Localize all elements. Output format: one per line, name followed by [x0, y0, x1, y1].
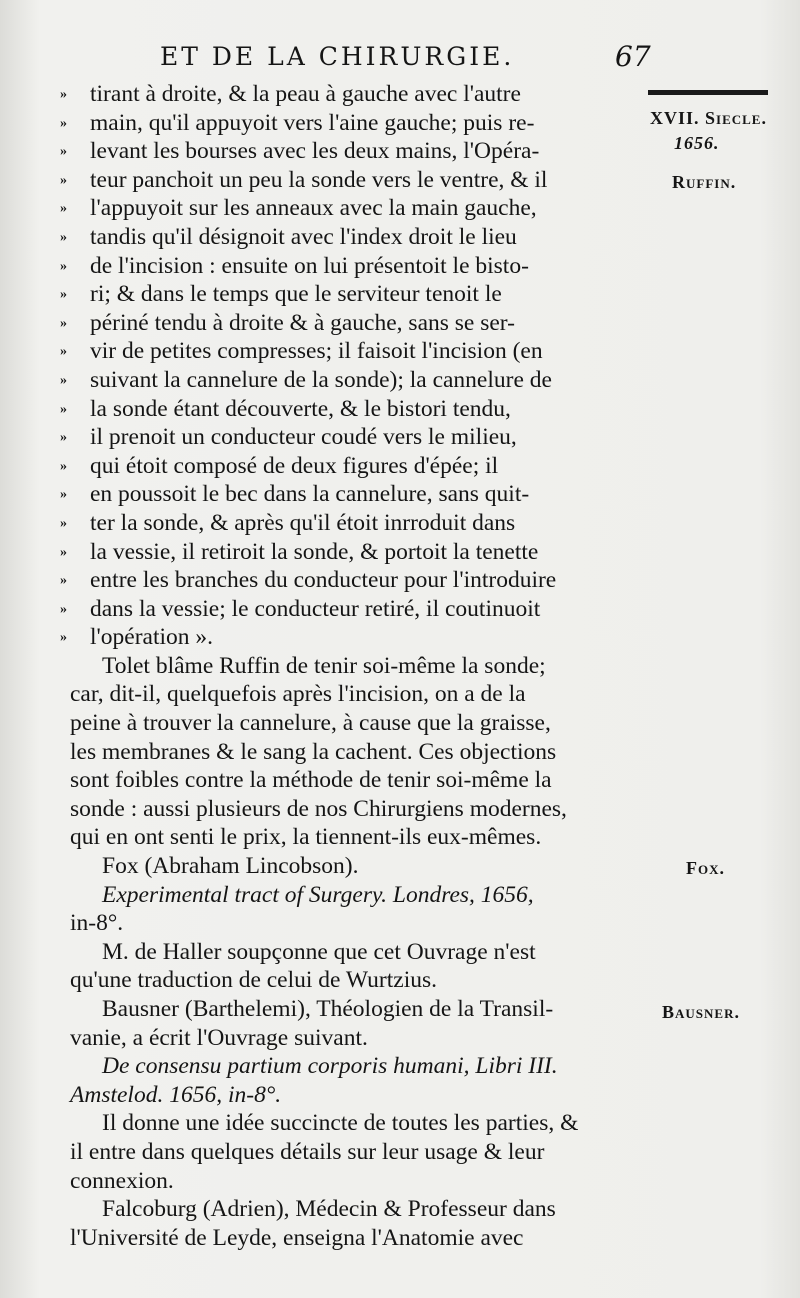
text-line	[60, 509, 660, 538]
line-text: vanie, a écrit l'Ouvrage suivant.	[70, 1024, 368, 1051]
quote-mark: »	[60, 487, 67, 503]
line-text: Falcoburg (Adrien), Médecin & Professeur dans	[102, 1196, 556, 1223]
text-line	[60, 252, 660, 281]
text-column	[60, 80, 660, 1252]
text-line	[60, 1224, 660, 1253]
quote-mark: »	[60, 229, 67, 245]
quote-mark: »	[60, 115, 67, 131]
text-line	[60, 823, 660, 852]
running-title: ET DE LA CHIRURGIE.	[160, 42, 515, 71]
text-line	[60, 452, 660, 481]
text-line	[60, 909, 660, 938]
text-line	[60, 766, 660, 795]
quote-mark: »	[60, 258, 67, 274]
paragraph-first-line	[60, 1195, 660, 1224]
page-number: 67	[615, 40, 651, 73]
quote-mark: »	[60, 573, 67, 589]
text-line	[60, 337, 660, 366]
quote-mark: »	[60, 344, 67, 360]
text-line	[60, 1138, 660, 1167]
margin-note-bausner: Bausner.	[662, 1002, 740, 1022]
text-line	[60, 109, 660, 138]
quote-mark: »	[60, 544, 67, 560]
text-line	[60, 166, 660, 195]
margin-note-year: 1656.	[674, 133, 720, 153]
line-text: De consensu partium corporis humani, Libri III.	[102, 1053, 558, 1080]
text-line	[60, 280, 660, 309]
line-text: périné tendu à droite & à gauche, sans se ser-	[90, 309, 515, 336]
line-text: Tolet blâme Ruffin de tenir soi-même la sonde;	[102, 652, 546, 679]
book-title-line	[60, 1081, 660, 1110]
line-text: Fox (Abraham Lincobson).	[102, 853, 359, 880]
line-text: il entre dans quelques détails sur leur usage & leur	[70, 1138, 545, 1165]
text-line	[60, 738, 660, 767]
line-text: M. de Haller soupçonne que cet Ouvrage n'est	[102, 938, 536, 965]
quote-mark: »	[60, 172, 67, 188]
text-line	[60, 1024, 660, 1053]
line-text: ter la sonde, & après qu'il étoit inrroduit dans	[90, 509, 516, 536]
line-text: car, dit-il, quelquefois après l'incision, on a de la	[70, 681, 526, 708]
text-line	[60, 223, 660, 252]
line-text: la sonde étant découverte, & le bistori tendu,	[90, 395, 511, 422]
line-text: ri; & dans le temps que le serviteur tenoit le	[90, 281, 502, 308]
text-line	[60, 309, 660, 338]
quote-mark: »	[60, 515, 67, 531]
quote-mark: »	[60, 315, 67, 331]
line-text: entre les branches du conducteur pour l'introduire	[90, 567, 557, 594]
line-text: teur panchoit un peu la sonde vers le ventre, & il	[90, 166, 548, 193]
line-text: Experimental tract of Surgery. Londres, 1656,	[102, 881, 534, 908]
line-text: la vessie, il retiroit la sonde, & portoit la tenette	[90, 538, 539, 565]
text-line	[60, 966, 660, 995]
quote-mark: »	[60, 630, 67, 646]
line-text: il prenoit un conducteur coudé vers le milieu,	[90, 424, 517, 451]
text-line	[60, 80, 660, 109]
text-line	[60, 395, 660, 424]
text-line	[60, 1167, 660, 1196]
line-text: Bausner (Barthelemi), Théologien de la Transil-	[102, 996, 554, 1022]
text-line	[60, 680, 660, 709]
line-text: levant les bourses avec les deux mains, l'Opéra-	[90, 138, 540, 165]
line-text: de l'incision : ensuite on lui présentoit le bisto-	[90, 252, 529, 279]
quote-mark: »	[60, 372, 67, 388]
paragraph-first-line	[60, 1109, 660, 1138]
line-text: connexion.	[70, 1167, 174, 1194]
margin-note-century: XVII. Siecle.	[650, 108, 767, 128]
text-line	[60, 595, 660, 624]
text-line	[60, 709, 660, 738]
margin-note-ruffin: Ruffin.	[672, 172, 737, 192]
line-text: vir de petites compresses; il faisoit l'incision (en	[90, 338, 543, 365]
line-text: sont foibles contre la méthode de tenir soi-même la	[70, 767, 552, 794]
text-line	[60, 795, 660, 824]
line-text: tirant à droite, & la peau à gauche avec l'autre	[90, 81, 521, 107]
quote-mark: »	[60, 201, 67, 217]
line-text: en poussoit le bec dans la cannelure, sans quit-	[90, 481, 530, 508]
line-text: Il donne une idée succincte de toutes les parties, &	[102, 1110, 579, 1137]
quote-mark: »	[60, 144, 67, 160]
line-text: suivant la cannelure de la sonde); la cannelure de	[90, 366, 552, 393]
paragraph-first-line	[60, 938, 660, 967]
line-text: in-8°.	[70, 910, 124, 937]
line-text: sonde : aussi plusieurs de nos Chirurgiens modernes,	[70, 795, 567, 822]
line-text: Amstelod. 1656, in-8°.	[70, 1081, 282, 1108]
line-text: main, qu'il appuyoit vers l'aine gauche; puis re-	[90, 109, 535, 136]
line-text: tandis qu'il désignoit avec l'index droit le lieu	[90, 223, 517, 250]
paragraph-first-line	[60, 995, 660, 1024]
paragraph-first-line	[60, 852, 660, 881]
text-line	[60, 566, 660, 595]
text-line	[60, 194, 660, 223]
margin-note-fox: Fox.	[686, 858, 725, 878]
margin-rule	[648, 90, 768, 95]
quote-mark: »	[60, 430, 67, 446]
quote-mark: »	[60, 401, 67, 417]
line-text: l'Université de Leyde, enseigna l'Anatomie avec	[70, 1224, 524, 1251]
book-title-line	[60, 1052, 660, 1081]
line-text: dans la vessie; le conducteur retiré, il coutinuoit	[90, 595, 541, 622]
line-text: peine à trouver la cannelure, à cause que la graisse,	[70, 710, 551, 737]
line-text: qui en ont senti le prix, la tiennent-ils eux-mêmes.	[70, 824, 542, 851]
line-text: les membranes & le sang la cachent. Ces objections	[70, 738, 557, 765]
text-line	[60, 538, 660, 567]
text-line	[60, 623, 660, 652]
line-text: l'opération ».	[90, 624, 214, 651]
text-line	[60, 137, 660, 166]
line-text: qu'une traduction de celui de Wurtzius.	[70, 967, 437, 994]
quote-mark: »	[60, 458, 67, 474]
quote-mark: »	[60, 87, 67, 102]
text-line	[60, 366, 660, 395]
text-line	[60, 480, 660, 509]
quote-mark: »	[60, 287, 67, 303]
line-text: l'appuyoit sur les anneaux avec la main gauche,	[90, 195, 537, 222]
text-line	[60, 423, 660, 452]
paragraph-first-line	[60, 652, 660, 681]
book-title-line	[60, 881, 660, 910]
page-header	[160, 40, 660, 80]
quote-mark: »	[60, 601, 67, 617]
line-text: qui étoit composé de deux figures d'épée; il	[90, 452, 499, 479]
